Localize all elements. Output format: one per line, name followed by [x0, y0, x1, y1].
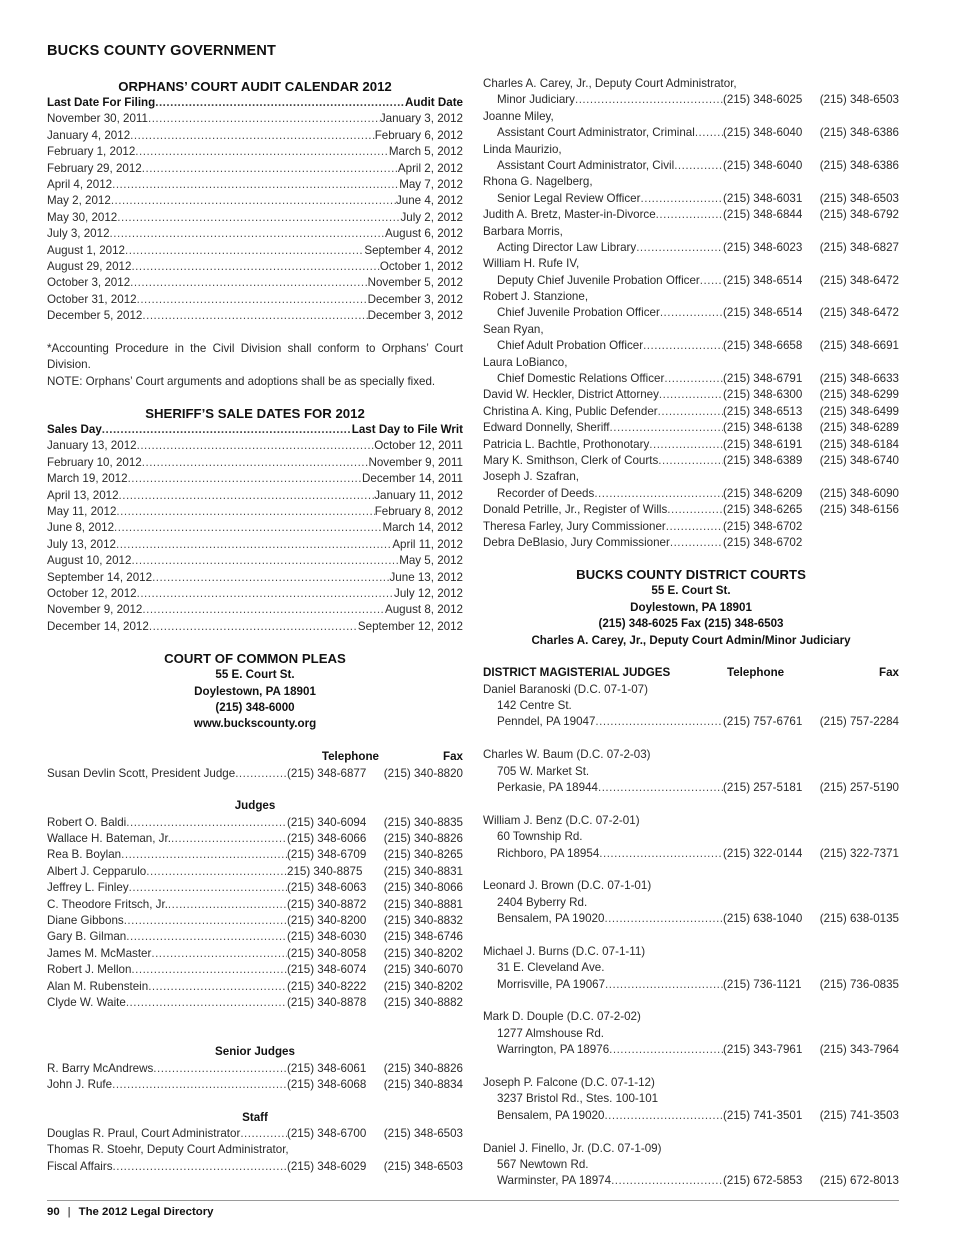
sheriff-row: December 14, 2012 ..... September 12, 2012 — [47, 619, 463, 635]
staff-name-line: Sean Ryan, — [483, 322, 544, 336]
common-pleas-title: COURT OF COMMON PLEAS — [164, 651, 346, 667]
district-judge-street: 2404 Byberry Rd. — [497, 895, 588, 909]
audit-row: January 4, 2012 ..... February 6, 2012 — [47, 128, 463, 144]
staff-name-line: Laura LoBianco, — [483, 355, 568, 369]
staff-row: Edward Donnelly, Sheriff ..... (215) 348-6138 (215) 348-6289 — [483, 420, 899, 436]
common-pleas-city: Doylestown, PA 18901 — [194, 684, 316, 698]
staff-row: Mary K. Smithson, Clerk of Courts ..... (215) 348-6389 (215) 348-6740 — [483, 453, 899, 469]
district-judge-street: 705 W. Market St. — [497, 764, 590, 778]
sheriff-row: April 13, 2012 ..... January 11, 2012 — [47, 488, 463, 504]
staff-row: Donald Petrille, Jr., Register of Wills ..... (215) 348-6265 (215) 348-6156 — [483, 502, 899, 518]
common-pleas-website: www.buckscounty.org — [193, 717, 317, 731]
district-judge-entry — [483, 1124, 899, 1190]
district-judge-contact-row: Richboro, PA 18954 ..... (215) 322-0144 (215) 322-7371 — [483, 846, 899, 862]
judge-row: Jeffrey L. Finley ..... (215) 348-6063 (215) 340-8066 — [47, 880, 463, 896]
staff-row: Deputy Chief Juvenile Probation Officer ..... (215) 348-6514 (215) 348-6472 — [483, 273, 899, 289]
audit-note-arguments: NOTE: Orphans’ Court arguments and adoptions shall be as specially fixed. — [47, 374, 436, 388]
sheriff-row: August 10, 2012 ..... May 5, 2012 — [47, 553, 463, 569]
judge-row: Robert J. Mellon ..... (215) 348-6074 (215) 340-6070 — [47, 962, 463, 978]
audit-header-row: Last Date For Filing ..... Audit Date — [47, 95, 463, 111]
sheriff-sale-title: SHERIFF’S SALE DATES FOR 2012 — [145, 406, 365, 422]
senior-judge-row: John J. Rufe ..... (215) 348-6068 (215) 340-8834 — [47, 1077, 463, 1093]
common-pleas-phone: (215) 348-6000 — [215, 700, 295, 714]
judge-row: Clyde W. Waite ..... (215) 340-8878 (215) 340-8882 — [47, 995, 463, 1011]
staff-row: Christina A. King, Public Defender ..... (215) 348-6513 (215) 348-6499 — [483, 404, 899, 420]
district-judge-name: Charles W. Baum (D.C. 07-2-03) — [483, 748, 651, 762]
staff-name-line: Barbara Morris, — [483, 224, 563, 238]
audit-row: August 1, 2012 ..... September 4, 2012 — [47, 243, 463, 259]
sheriff-row: November 9, 2012 ..... August 8, 2012 — [47, 602, 463, 618]
audit-row: July 3, 2012 ..... August 6, 2012 — [47, 226, 463, 242]
judges-heading: Judges — [234, 799, 276, 813]
audit-row: May 30, 2012 ..... July 2, 2012 — [47, 210, 463, 226]
audit-row: February 29, 2012 ..... April 2, 2012 — [47, 161, 463, 177]
audit-row: November 30, 2011 ..... January 3, 2012 — [47, 111, 463, 127]
sheriff-row: October 12, 2012 ..... July 12, 2012 — [47, 586, 463, 602]
district-phone: (215) 348-6025 Fax (215) 348-6503 — [598, 617, 784, 631]
page-footer — [47, 1200, 899, 1218]
district-judge-contact-row: Warrington, PA 18976 ..... (215) 343-7961 (215) 343-7964 — [483, 1042, 899, 1058]
district-judge-contact-row: Perkasie, PA 18944 ..... (215) 257-5181 (215) 257-5190 — [483, 780, 899, 796]
district-judge-entry — [483, 796, 899, 862]
district-judge-entry — [483, 682, 899, 731]
page-number: 90 — [47, 1206, 60, 1218]
district-judge-street: 31 E. Cleveland Ave. — [497, 961, 605, 975]
audit-calendar-title: ORPHANS’ COURT AUDIT CALENDAR 2012 — [118, 79, 392, 94]
staff-name-line: Rhona G. Nagelberg, — [483, 175, 593, 189]
audit-row: August 29, 2012 ..... October 1, 2012 — [47, 259, 463, 275]
district-judge-entry — [483, 928, 899, 994]
district-city: Doylestown, PA 18901 — [630, 600, 752, 614]
staff-row: Assistant Court Administrator, Criminal ..... (215) 348-6040 (215) 348-6386 — [483, 125, 899, 141]
audit-row: February 1, 2012 ..... March 5, 2012 — [47, 144, 463, 160]
district-judge-contact-row: Warminster, PA 18974 ..... (215) 672-5853 (215) 672-8013 — [483, 1173, 899, 1189]
right-column — [483, 0, 899, 1190]
district-judge-entry — [483, 1059, 899, 1125]
staff-row: Chief Adult Probation Officer ..... (215) 348-6658 (215) 348-6691 — [483, 338, 899, 354]
staff-row: Patricia L. Bachtle, Prothonotary ..... (215) 348-6191 (215) 348-6184 — [483, 437, 899, 453]
footer-title: The 2012 Legal Directory — [78, 1206, 214, 1218]
audit-calendar-list — [47, 111, 463, 324]
district-judge-name: Michael J. Burns (D.C. 07-1-11) — [483, 944, 646, 958]
staff-name-line: Thomas R. Stoehr, Deputy Court Administrator, — [47, 1143, 289, 1157]
sheriff-row: March 19, 2012 ..... December 14, 2011 — [47, 471, 463, 487]
district-judge-name: Daniel J. Finello, Jr. (D.C. 07-1-09) — [483, 1141, 662, 1155]
district-address: 55 E. Court St. — [651, 584, 731, 598]
staff-row: Chief Domestic Relations Officer ..... (215) 348-6791 (215) 348-6633 — [483, 371, 899, 387]
district-column-header: DISTRICT MAGISTERIAL JUDGES Telephone Fax — [483, 666, 899, 680]
president-judge-row: Susan Devlin Scott, President Judge ..... (215) 348-6877 (215) 340-8820 — [47, 766, 463, 782]
staff-row: Senior Legal Review Officer ..... (215) 348-6031 (215) 348-6503 — [483, 191, 899, 207]
district-judge-contact-row: Bensalem, PA 19020 ..... (215) 741-3501 (215) 741-3503 — [483, 1108, 899, 1124]
district-judge-street: 60 Township Rd. — [497, 830, 583, 844]
audit-row: October 31, 2012 ..... December 3, 2012 — [47, 292, 463, 308]
sheriff-row: May 11, 2012 ..... February 8, 2012 — [47, 504, 463, 520]
judge-row: C. Theodore Fritsch, Jr. ..... (215) 340-8872 (215) 340-8881 — [47, 897, 463, 913]
staff-row: Fiscal Affairs ..... (215) 348-6029 (215) 348-6503 — [47, 1159, 463, 1175]
staff-row: Chief Juvenile Probation Officer ..... (215) 348-6514 (215) 348-6472 — [483, 305, 899, 321]
senior-judge-row: R. Barry McAndrews ..... (215) 348-6061 (215) 340-8826 — [47, 1061, 463, 1077]
staff-row: Debra DeBlasio, Jury Commissioner ..... (215) 348-6702 — [483, 535, 899, 551]
common-pleas-address: 55 E. Court St. — [215, 668, 295, 682]
court-staff-list — [483, 76, 899, 551]
audit-row: April 4, 2012 ..... May 7, 2012 — [47, 177, 463, 193]
district-judge-name: William J. Benz (D.C. 07-2-01) — [483, 813, 640, 827]
district-judge-street: 3237 Bristol Rd., Stes. 100-101 — [497, 1092, 659, 1106]
district-judge-entry — [483, 862, 899, 928]
sheriff-row: June 8, 2012 ..... March 14, 2012 — [47, 520, 463, 536]
staff-name-line: Robert J. Stanzione, — [483, 290, 589, 304]
left-column — [47, 0, 463, 1175]
audit-row: December 5, 2012 ..... December 3, 2012 — [47, 308, 463, 324]
staff-name-line: Joanne Miley, — [483, 109, 554, 123]
judge-row: James M. McMaster ..... (215) 340-8058 (215) 340-8202 — [47, 946, 463, 962]
district-judge-street: 142 Centre St. — [497, 699, 572, 713]
judge-row: Rea B. Boylan ..... (215) 348-6709 (215) 340-8265 — [47, 847, 463, 863]
sheriff-row: February 10, 2012 ..... November 9, 2011 — [47, 455, 463, 471]
senior-judges-list — [47, 1061, 463, 1094]
audit-row: October 3, 2012 ..... November 5, 2012 — [47, 275, 463, 291]
judge-row: Albert J. Cepparulo ..... 215) 340-8875 (215) 340-8831 — [47, 864, 463, 880]
staff-name-line: Linda Maurizio, — [483, 142, 562, 156]
staff-row: Recorder of Deeds ..... (215) 348-6209 (215) 348-6090 — [483, 486, 899, 502]
judge-row: Alan M. Rubenstein ..... (215) 340-8222 (215) 340-8202 — [47, 979, 463, 995]
judge-row: Robert O. Baldi ..... (215) 340-6094 (215) 340-8835 — [47, 815, 463, 831]
district-judge-name: Mark D. Douple (D.C. 07-2-02) — [483, 1010, 641, 1024]
district-judge-name: Daniel Baranoski (D.C. 07-1-07) — [483, 682, 648, 696]
staff-row: Judith A. Bretz, Master-in-Divorce ..... (215) 348-6844 (215) 348-6792 — [483, 207, 899, 223]
district-judge-entry — [483, 993, 899, 1059]
sheriff-sale-list — [47, 438, 463, 635]
staff-name-line: William H. Rufe IV, — [483, 257, 580, 271]
page-header: BUCKS COUNTY GOVERNMENT — [47, 43, 277, 59]
district-judge-contact-row: Bensalem, PA 19020 ..... (215) 638-1040 (215) 638-0135 — [483, 911, 899, 927]
district-judge-entry — [483, 731, 899, 797]
district-courts-title: BUCKS COUNTY DISTRICT COURTS — [576, 567, 806, 583]
district-judge-contact-row: Penndel, PA 19047 ..... (215) 757-6761 (215) 757-2284 — [483, 714, 899, 730]
staff-row: David W. Heckler, District Attorney ..... (215) 348-6300 (215) 348-6299 — [483, 387, 899, 403]
sheriff-row: September 14, 2012 ..... June 13, 2012 — [47, 570, 463, 586]
district-judge-street: 1277 Almshouse Rd. — [497, 1026, 604, 1040]
staff-heading: Staff — [242, 1110, 268, 1124]
district-judges-list — [483, 682, 899, 1190]
audit-row: May 2, 2012 ..... June 4, 2012 — [47, 193, 463, 209]
judges-list — [47, 815, 463, 1012]
staff-row: Assistant Court Administrator, Civil ..... (215) 348-6040 (215) 348-6386 — [483, 158, 899, 174]
district-judge-name: Joseph P. Falcone (D.C. 07-1-12) — [483, 1076, 655, 1090]
staff-row: Acting Director Law Library ..... (215) 348-6023 (215) 348-6827 — [483, 240, 899, 256]
sheriff-row: July 13, 2012 ..... April 11, 2012 — [47, 537, 463, 553]
judge-row: Wallace H. Bateman, Jr. ..... (215) 348-6066 (215) 340-8826 — [47, 831, 463, 847]
district-judge-contact-row: Morrisville, PA 19067 ..... (215) 736-1121 (215) 736-0835 — [483, 977, 899, 993]
sheriff-row: January 13, 2012 ..... October 12, 2011 — [47, 438, 463, 454]
staff-row: Douglas R. Praul, Court Administrator ..... (215) 348-6700 (215) 348-6503 — [47, 1126, 463, 1142]
district-judge-name: Leonard J. Brown (D.C. 07-1-01) — [483, 879, 652, 893]
staff-name-line: Charles A. Carey, Jr., Deputy Court Administrator, — [483, 77, 737, 90]
common-pleas-column-header: Telephone Fax — [321, 750, 463, 764]
footer-separator: | — [67, 1206, 71, 1218]
senior-judges-heading: Senior Judges — [215, 1045, 295, 1059]
staff-name-line: Joseph J. Szafran, — [483, 470, 580, 484]
district-admin: Charles A. Carey, Jr., Deputy Court Admin/Minor Judiciary — [531, 633, 851, 647]
district-judge-street: 567 Newtown Rd. — [497, 1158, 589, 1171]
audit-note-accounting: *Accounting Procedure in the Civil Division shall conform to Orphans’ Court Division. — [47, 341, 463, 372]
judge-row: Gary B. Gilman ..... (215) 348-6030 (215) 348-6746 — [47, 929, 463, 945]
staff-row: Theresa Farley, Jury Commissioner ..... (215) 348-6702 — [483, 519, 899, 535]
judge-row: Diane Gibbons ..... (215) 340-8200 (215) 340-8832 — [47, 913, 463, 929]
sheriff-header-row: Sales Day ..... Last Day to File Writ — [47, 422, 463, 438]
staff-row: Minor Judiciary ..... (215) 348-6025 (215) 348-6503 — [483, 92, 899, 108]
